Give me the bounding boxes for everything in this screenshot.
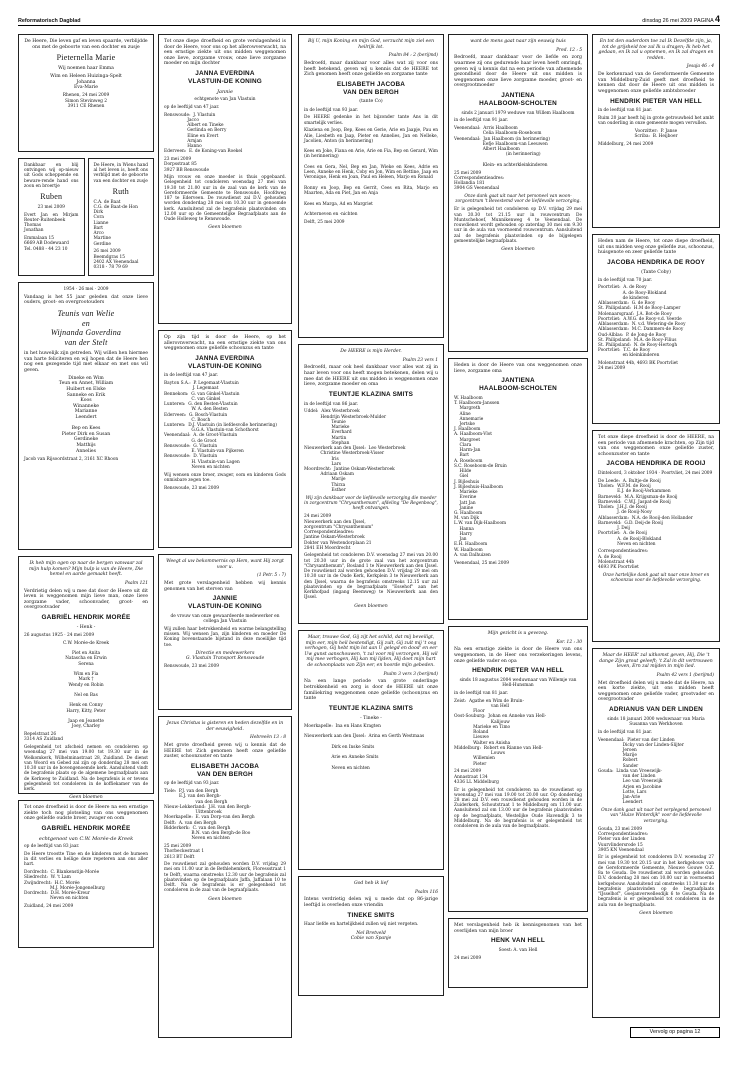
death-notice-henk-van-hell: Met verslagenheid heb ik kennisgenomen van het overlijden van mijn broer HENK VAN HELL Soest: A. van Hell 24 mei 2009	[448, 918, 588, 988]
deceased-name: JACOBA HENDRIKA DE ROOY	[607, 258, 705, 266]
anniversary-names: Teunis van Welie en Wijnanda Goverdina van der Stelt	[50, 308, 122, 348]
death-notice-moree: Ik heb mijn ogen op naar de bergen vanwaar zal mijn hulp komen? Mijn hulp is van de Heere, Die hemel en aarde gemaakt heeft. Psalm 121 Verdrietig delen wij u mee dat door de Heere uit dit leven is weggenomen mijn lieve man, onze lieve zorgzame vader, schoonvader, groot- en overgrootvader GABRIËL HENDRIK MORÉE - Henk - 26 augustus 1925 · 24 mei 2009 C.W. Morée-de Kreek Piet en Anita Natascha en Erwin Serena Wim en Fia Mark † Wendy en Robin Nel en Bas Henk en Conny Harry, Kitty, Peter Jaap en Jeanette Joey, Charley Repelstraat 26 3314 AS Zuidland Gelegenheid tot afscheid nemen en condoleren op woensdag 27 mei van 19.00 tot 19.30 uur in de Welkomkerk, Wilhelminastraat 28, Zuidland. De dienst van Woord en Gebed zal zijn op donderdag 28 mei om 10.30 uur in de bovengenoemde kerk. Aansluitend vindt de begrafenis plaats op de algemene begraafplaats aan de Kerkweg te Zuidland. Na de begrafenis is er tevens gelegenheid tot condoleren in de koffiekamer van de kerk. Geen bloemen	[18, 556, 154, 794]
death-notice-de-rooij: Tot onze diepe droefheid is door de HEERE, na een periode van afnemende krachten, op Zijn tijd van ons weggenomen onze geliefde zuster, schoonzuster en tante JACOBA HENDRIKA DE ROOIJ Dinteloord, 3 oktober 1934 · Poortvliet, 24 mei 2009 De Leede: A. Bultje-de Rooij Tholen: W.F.M. de Rooij E.J. de Rooij-Verkammen Barneveld: M.A. Krijgsman-de Rooij Barneveld: C.W.J. Jaspat-de Rooij Tholen: J.H.J. de Rooij J. de Rooij-Nooy Alblasserdam: N.A. de Rooij-den Hollander Barneveld: G.D. Deij-de Rooij J. Deij Poortvliet: A. de Rooij A. de Rooij-Blokland Neven en nichten Correspondentieadres: A. de Rooij Molenstraat 44b 4693 PK Poortvliet Onze hartelijke dank gaat uit naar onze broer en schoonzus voor de liefdevolle verzorging.	[592, 430, 720, 642]
deceased-name: ADRIANUS VAN DER LINDEN	[609, 706, 703, 714]
deceased-name: GABRIËL HENDRIK MORÉE	[41, 614, 131, 622]
column-2	[158, 34, 292, 1040]
notice-name: Pieternella Marie	[56, 53, 116, 63]
birth-notice-ruben: Dankbaar en blij ontvingen wij op-nieuw uit Gods scheppende en beware-rende hand ons zoon en broertje Ruben 23 mei 2009 Evert Jan en Mirjam Reuter-Ruitenbeek Thomas Jonathan Emmalaan 15 6669 AB Dodewaard Tel. 0488 - 44 23 10	[18, 158, 85, 276]
birth-notices-row	[18, 158, 154, 276]
deceased-name: JANNA EVERDINA VLASTUIN-DE KONING	[188, 69, 262, 85]
death-notice-smits: De HEERE is mijn Herder. Psalm 23 vers 1 Bedroefd, maar ook heel dankbaar voor alles wat zij in haar leven voor ons heeft mogen betekenen, delen wij u mee dat de HEERE uit ons midden is weggenomen onze lieve, zorgzame moeder en oma TEUNTJE KLAZINA SMITS in de leeftijd van 86 jaar. Uddel: Alex Westerbroek Hendrijn Westerbroek-Mulder Teunie Marieke Everhard Martin Stephan Nieuwerkerk aan den IJssel: Leo Westerbroek Christine Westerbroek-Visser Iris Lars Moordrecht: Jantine Oskam-Westerbroek Adriaan Oskam Marije Thirza Esther Wij zijn dankbaar voor de liefdevolle verzorging die moeder in zorgcentrum "Chrysanthemum", afdeling "De Regenboog", heeft ontvangen. 24 mei 2009 Nieuwerkerk aan den IJssel, zorgcentrum "Chrysanthemum" Correspondentieadres: Jantine Oskam-Westerbroek Dokter van Westendorplaan 21 2841 EH Moordrecht Gelegenheid tot condoleren D.V. woensdag 27 mei van 20.00 tot 20.30 uur in de grote zaal van het zorgcentrum "Chrysanthemum", Bosland 1 te Nieuwerkerk aan den IJssel. De rouwdienst zal worden gehouden D.V. vrijdag 29 mei om 10.30 uur in de Oude Kerk, Kerkplein 3 te Nieuwerkerk aan den IJssel, waarna de begrafenis omstreeks 12.15 uur zal plaatsvinden op de begraafplaats "Essehof" aan het Kerkhofpad (ingang Beemweg) te Nieuwerkerk aan den IJssel. Geen bloemen	[298, 344, 444, 624]
page-date: dinsdag 26 mei 2009 PAGINA 4	[642, 14, 720, 25]
page-number: 4	[714, 14, 720, 25]
death-notice-van-hell: Mijn gezicht is u gevezeg. Kor. 12 : 30 Na een ernstige ziekte is door de Heere van ons weggenomen, in de Heer ons verzekeringen levens, onze geliefde vader en opa HENDRIK PIETER VAN HELL sinds 18 augustus 2004 weduwnaar van Willemje van Hell-Hunsman in de leeftijd van 81 jaar. Zeist: Agathe en Wim de Bruin- van Hell Floor Oost-Souburg: Johan en Anneke van Hell- Kalijouw Marieke en Timo Roland Lieuwe Walter en Anisha Middelburg: Robert en Rianne van Hell- Louws Willemien Pieter 24 mei 2009 Annastraat 134 4336 LL Middelburg Er is gelegenheid tot condoleren na de rouwdienst op woensdag 27 mei van 19.00 tot 20.00 uur. Op donderdag 28 mei zal D.V. een rouwdienst gehouden worden in de Zuiderkerk, Schoutstraat 1 te Middelburg om 11.00 uur. Aansluitend zal om 13.00 uur de begrafenis plaatsvinden op de begraafplaats, Westelijke Oude Havendijk 3 te Middelburg. Na de begrafenis is er gelegenheid tot condoleren in de aula van de begraafplaats.	[448, 626, 588, 912]
deceased-name: ELISABETH JACOBA VAN DEN BERGH	[190, 762, 260, 778]
deceased-name: TEUNTJE KLAZINA SMITS	[328, 390, 414, 398]
continue-page-link[interactable]: Vervolg op pagina 12	[630, 1027, 720, 1038]
deceased-name: GABRIËL HENDRIK MORÉE	[41, 824, 131, 832]
birth-notice-pieternella: De Heere, Die leven gaf en leven spaarde, verblijdde ons met de geboorte van een dochter en zusje Pieternella Marie Wij noemen haar Emma Wim en Heleen Huizinga-Spelt Johanna Eva-Marie Rhenen, 24 mei 2009 Simon Stevinweg 2 3911 CE Rhenen	[18, 34, 154, 152]
death-notice-moree-family: Tot onze droefheid is door de Heere na een ernstige ziekte toch nog plotseling van ons weggenomen onze geliefde oudste broer, zwager en oom GABRIËL HENDRIK MORÉE echtgenoot van C.W. Morée-de Kreek op de leeftijd van 83 jaar. De Heere troostte Tine en de kinderen met de humeen in dit verlies en heilige deze repeteren aan ons aller hart. Dordrecht: C. Blankenstijn-Morée Sliedrecht: W. 't Lam Zwijndrecht: H.C. Morée M.J. Morée-Jongenelburg Dordrecht: D.H. Morée-Kreur Neven en nichten Zuidland, 24 mei 2009	[18, 800, 154, 948]
church-notice-van-hell: En tot den ouderdom toe zal Ik Dezelfde zijn, ja, tot de grijsheid toe zal Ik u dragen; Ik heb het gedaan, en Ik zal u opnemen, en Ik zal dragen en redden. Jesaja 46 : 4 De kerkenraad van de Gereformeerde Gemeente van Middelburg-Zuid geeft met droefheid te kennen dat door de Heere uit ons midden is weggenomen onze geliefde ambtsbroeder HENDRIK PIETER VAN HELL in de leeftijd van 81 jaar. Ruim 20 jaar heeft hij in grote getrouwheid het ambt van ouderling in onze gemeente mogen vervullen. Voorzitter: P. Janse Scriba: B. Heijboer Middelburg, 24 mei 2009	[592, 34, 720, 228]
notice-name: Ruth	[112, 186, 129, 196]
deceased-name: JANNA EVERDINA VLASTUIN-DE KONING	[188, 354, 262, 370]
anniversary-notice: 1954 · 26 mei · 2009 Vandaag is het 55 jaar geleden dat onze lieve ouders, groot- en overgrootouders Teunis van Welie en Wijnanda Goverdina van der Stelt in het huwelijk zijn getreden. Wij willen hen hiermee van harte feliciteren en wij hopen dat de Heere hen nog een gezegende tijd met elkaar en met ons wil geven. Dineke en Wim Teun en Annet, William Huibert en Elske Sanneke en Erik Koos Winanneke Marianne Leendert Bep en Kees Pieter Dirk en Susan Gerdineke Matthijs Annelies Jacob van Rijsoordstraat 2, 3161 XC Rhoon	[18, 282, 154, 550]
column-4	[448, 34, 588, 1040]
death-notice-haalboom: want de mens gaat naar zijn eeuwig huis Pred. 12 : 5 Bedroefd, maar dankbaar voor de liefde en zorg waarmee zij ons gedurende haar leven heeft omringd, geven wij u kennis dat na een periode van afnemende gezondheid door de Heere uit ons midden is weggenomen onze lieve zorgzame moeder, groot- en overgrootmoeder JANTIENA HAALBOOM-SCHOLTEN sinds 2 januari 1979 weduwe van Willem Haalboom in de leeftijd van 91 jaar. Veenendaal: Arris Haalboom Celia Haalboom-Roseboom Veenendaal: Jan Haalboom (in herinnering) Eefje Haalboom-van Leeuwen Albert Haalboom (in herinnering) Klein- en achterkleinkinderen 25 mei 2009 Correspondentieadres: Hollandia 181 3904 GS Veenendaal Onze dank gaat uit naar het personeel van woon-zorgcentrum 't Bevestemd voor de liefdevolle verzorging. Er is gelegenheid tot condoleren op D.V. vrijdag 29 mei van 20.30 tot 21.15 uur in rouwcentrum De Muntschehoef, Munnikenweg 4 te Veenendaal. De rouwdienst wordt gehouden op zaterdag 30 mei om 9.30 uur in de aula van voornoemd rouwcentrum. Aansluitend zal de begrafenis plaatsvinden op de bijgelegen gemeentelijke begraafplaats. Geen bloemen	[448, 34, 588, 352]
deceased-name: HENDRIK PIETER VAN HELL	[472, 667, 564, 675]
column-1	[18, 34, 154, 1040]
death-notice-vlastuin-family: Op zijn tijd is door de Heere, op het allerovnverwacht, na een ernstige ziekte van ons weggenomen onze geliefde schoonzus en tante JANNA EVERDINA VLASTUIN-DE KONING in de leeftijd van 47 jaar. Bayton S.A.: P. Legemaat-Vlastuin J. Legemaat Bennekom: G. van Ginkel-Vlastuin C. van Ginkel Lunteren: G. den Besten-Vlastuin W. A. den Besten Ederveen: G. Bosch-Vlastuin C. Bosch Lunteren: D.J. Vlastuin (in liefdesvolle herinnering) G.G.A. Vlastuin-van Schothorst Veenendaal: A. de Groot-Vlastuin G. de Groot Renswoude: G. Vlastuin E. Vlastuin-van Pijkeren Renswoude: D. Vlastuin H. Vlastuin-van Lagen Neven en nichten Wij wensen onze broer, zwager, oom en kinderen Gods onmisbare zegen toe. Renswoude, 23 mei 2009	[158, 330, 292, 548]
deceased-name: JANTIENA HAALBOOM-SCHOLTEN	[479, 92, 557, 107]
death-notice-tante-co: Bij U, mijn Koning en mijn God, verzucht mijn ziel een heilrijk lot. Psalm 84 : 2 (berijmd) Bedroefd, maar dankbaar voor alles wat zij voor ons heeft betekend, geven wij u kennis dat de HEERE tot Zich genomen heeft onze geliefde en zorgzame tante ELISABETH JACOBA VAN DEN BERGH (tante Co) in de leeftijd van 93 jaar. De HEERE gedenke in het bijzonder tante Ans in dit smartelijk verlies. Klaziena en Joop, Bep, Kees en Gerie, Arie en Jaapje, Pau en Alie, Liesbeth en Jaap, Pieter en Annelies, Jan en Nelleke, Jacolien, Anton (in herinnering) Kees en Joke, Fiana en Arie, Arie en Fia, Bep en Gerard, Wim (in herinnering) Cees en Gera, Nel, Bep en Jan, Wieke en Kees, Adrie en Leen, Anneke en Henk, Coby en Jon, Wim en Bettine, Jaap en Veronique, Henk en Joan, Paul en Heleen, Marjo en Ronald Ronny en Joop, Bep en Gerrit, Cees en Rita, Marjo en Maarten, Ada en Piet, Jan en Anja Kees en Marga, Ad en Margriet Achterneven en -nichten Delft, 25 mei 2009	[298, 34, 444, 338]
death-notice-van-der-linden: Maar de HEER' zal uitkomst geven, Hij, Die 't dange Zijn grout geleeft; 't Zal in dit vertrouwen leven, Ern zal mijden in mijn lied. Psalm 42 vers 1 (berijmd) Met droefheid delen wij u mede dat de Heere, na een korte ziekte, uit ons midden heeft weggenomen onze geliefde vader, grootvader en overgrootvader ADRIANUS VAN DER LINDEN sinds 18 januari 2000 weduwnaar van Maria Susanna van Werkhoven in de leeftijd van 81 jaar. Veenendaal: Pieter van der Linden Dicky van der Linden-Slijter Jeroen Marije Robert Sander Gouda: Linda van Vreeswijk- van der Linden Leo van Vreeswijk Arjen en Jacobine Lotte, Lars Jan-Arie Leendert Onze dank gaat uit naar het verplegend personeel van "Huize Winterdijk" voor de liefdevolle verzorging. Gouda, 23 mei 2009 Correspondentieadres: Pieter van der Linden Vuurvlindersrode 15 3905 KN Veenendaal Er is gelegenheid tot condoleren D.V. woensdag 27 mei van 19.30 tot 20.15 uur in het kerkgebouw van de Gereformeerde Gemeente, Nieuwe Gouwe O.Z. 8a te Gouda. De rouwdienst zal worden gehouden D.V. donderdag 28 mei om 10.00 uur in voornoemd kerkgebouw. Aansluitend zal omstreeks 11.30 uur de begrafenis plaatsvinden op de begraafplaats "IJsselhof", Goejanverwellesdijk 6 te Gouda. Na de begrafenis is er gelegenheid tot condoleren in de aula van de begraafplaats. Geen bloemen	[592, 648, 720, 1018]
death-notice-tineke-family: Maar, trouwe God, Gij zijt het schild, dat mij beveiligt, mijn eer, mijn heil bestendigt, Gij zult, Gij zult mij 't oog verhogen, Gij hebt mijn lot aan U gelegd en dood' en eer Uw gunst aanschouwen, 't zal voor mij verzorgen, Hij wil mij mee verhogen, Hij kan mij lijden, Hij doet mijn hart de schoonplaats van Zijn eer, en hoorde mijn gebeden. Psalm 3 vers 3 (berijmd) Na een lange periode van grote onderlinge betrokkenheid en zorg is door de HEERE uit onze familiekring weggenomen onze geliefde (schoon)zus en tante TEUNTJE KLAZINA SMITS - Tineke - Moerkapelle: Ina en Hans Kragten Nieuwerkerk aan den IJssel: Arina en Gerth Westmaas Dirk en Inske Smits Arie en Anneke Smits Neven en nichten	[298, 630, 444, 870]
deceased-name: JANNIE VLASTUIN-DE KONING	[188, 595, 262, 611]
deceased-name: JANTIENA HAALBOOM-SCHOLTEN	[479, 377, 557, 392]
deceased-name: ELISABETH JACOBA VAN DEN BERGH	[336, 80, 406, 96]
death-notice-tineke-friends: God heb ik lief Psalm 116 Intens verdrietig delen wij u mede dat op 86-jarige leeftijd is overleden onze vriendin TINEKE SMITS Haar liefde en hartelijkheid zullen wij niet vergeten. Nel Bretveld Cobie van Spanje	[298, 876, 444, 996]
birth-notice-ruth: De Heere, in Wiens hand al het leven is, heeft ons verblijd met de geboorte van een dochter en zusje Ruth C.A. de Baat C.G. de Baat-de Hon Dirk Cora Lianne Bart Arco Martine Gerdine 26 mei 2009 Beemdgras 15 2402 AX Veenendaal 0318 - 78 79 69	[88, 158, 155, 276]
death-notice-vlastuin: Tot onze diepe droefheid en grote verslagenheid is door de Heere, voor ons op het allerowverwacht, na een ernstige ziekte uit ons midden weggenomen onze lieve, zorgzame vrouw, onze lieve zorgzame moeder en mijn dochter JANNA EVERDINA VLASTUIN-DE KONING Jannie echtgenote van Jan Vlastuin op de leeftijd van 47 jaar. Renswoude: J. Vlastuin Jacco Albert en Tineke Gerlinda en Berry Eline en Evert Arnjan Hanno Ederveen: E. de Koning-van Roekel 23 mei 2009 Dorpsstraat 85 3927 BB Renswoude Mijn vrouw en onze moeder is thuis opgebaard. Gelegenheid tot condoleren woensdag 27 mei van 19.30 tot 21.00 uur in de zaal van de kerk van de Gereformeerde Gemeente te Renswoude, Hoofdweg 187 te Ederveen. De rouwdienst zal D.V. gehouden worden donderdag 28 mei om 10.30 uur in genoemde kerk. Aansluitend zal de begrafenis plaatsvinden om 12.00 uur op de Gemeentelijke Begraafplaats aan de Oude Holleweg te Renswoude. Geen bloemen	[158, 34, 292, 324]
notice-name: Ruben	[40, 192, 63, 202]
newspaper-name: Reformatorisch Dagblad	[18, 18, 81, 25]
page-header	[18, 14, 720, 26]
column-5	[592, 34, 720, 1040]
deceased-name: JACOBA HENDRIKA DE ROOIJ	[606, 460, 706, 468]
death-notice-de-rooy: Heden nam de Heere, tot onze diepe droefheid, uit ons midden weg onze geliefde zus, schoonzus, huisgenote en zeer geliefde tante JACOBA HENDRIKA DE ROOY (Tante Coby) in de leeftijd van 70 jaar. Poortvliet: A. de Rooy A. de Rooy-Blokland de kinderen Alblasserdam: G. de Rooy St. Philipsland: H.M de Rooy-Lamper Molenaarsgraaf: J.A. Bot-de Rooy Poortvliet: A.W.G. de Rooy-v.d. Veerde Alblasserdam: N. v.d. Wetering-de Rooy Alblasserdam: M.C. Dammers-de Rooy Oud-Alblas: P. de Jong-de Rooy St. Philipsland: M.A. de Rooy-Filius St. Philipsland: N. de Rooy-Hertogh Poortvliet: T.C. de Rooy en kleinkinderen Molenstraat 44b, 4693 BK Poortvliet 24 mei 2009	[592, 234, 720, 424]
death-notice-van-den-bergh: Jezus Christus is gisteren en heden dezelfde en in der eeuwigheid. Hebreeën 13 : 8 Met grote droefheid geven wij u kennis dat de HEERE tot Zich genomen heeft onze geliefde zuster, schoonzuster en tante ELISABETH JACOBA VAN DEN BERGH op de leeftijd van 93 jaar. Tiele: P.J. van den Bergh E.J. van den Bergh- van den Bergh Nieuw-Lekkerland: J.H. van den Bergh- Uittenbroek Moerkapelle: E. van Dorp-van den Bergh Delft: A. van den Bergh Bidderkerk: C. van den Bergh B.N. van den Bergh-de Boo Neven en nichten 25 mei 2009 Thorbeckestraat 1 2613 BT Delft De rouwdienst zal gehouden worden D.V. vrijdag 29 mei om 11.00 uur in de Bethlehemkerk, Floressstraat 1 te Delft, waarna omstreeks 12.30 uur de begrafenis zal plaatsvinden op de begraafplaats Jaffa, Jaffalaan 10 te Delft. Na de begrafenis is er gelegenheid tot condoleren in de zaal van de begraafplaats. Geen bloemen	[158, 716, 292, 1038]
condolence-vlastuin-transport: Weegt al uw bekommernis op Hem, want Hij zorgt voor u. (1 Petr. 5 : 7) Met grote verslagenheid hebben wij kennis genomen van het sterven van JANNIE VLASTUIN-DE KONING de vrouw van onze gewaardeerde medewerker en collega Jan Vlastuin Wij zullen haar betrokkenheid en warme belangstelling missen. Wij wensen Jan, zijn kinderen en moeder De Koning bovenstaande bijstand in deze moeilijke tijd toe. Directie en medewerkers G. Vlastuin Transport Renswoude Renswoude, 23 mei 2009	[158, 554, 292, 710]
deceased-name: HENDRIK PIETER VAN HELL	[610, 97, 702, 105]
column-3	[298, 34, 444, 1040]
death-notice-haalboom-grandchildren: Heden is door de Heere van ons weggenomen onze lieve, zorgzame oma JANTIENA HAALBOOM-SCHOLTEN W. Haalboom T. Haalboom-Janssen Margreth Aline Annemarie Jertske J. Haalboom A. Haalboom-Vlot Margreet Clara Harm-Jan Bart A. Roseboom S.C. Roseboom-de Bruin Hilde Giel J. Bijleshuis J. Bijleshuis-Haalboom Marieke Everine Jatt Jan Janine G. Haalboom M. van Dijk L.W. van Dijk-Haalboom Hanna Harry Jan E.H. Haalboom W. Haalboom A. van Dalhuizen Veenendaal, 25 mei 2009	[448, 358, 588, 620]
deceased-name: HENK VAN HELL	[491, 937, 545, 945]
deceased-name: TINEKE SMITS	[347, 911, 395, 919]
deceased-name: TEUNTJE KLAZINA SMITS	[328, 704, 414, 712]
